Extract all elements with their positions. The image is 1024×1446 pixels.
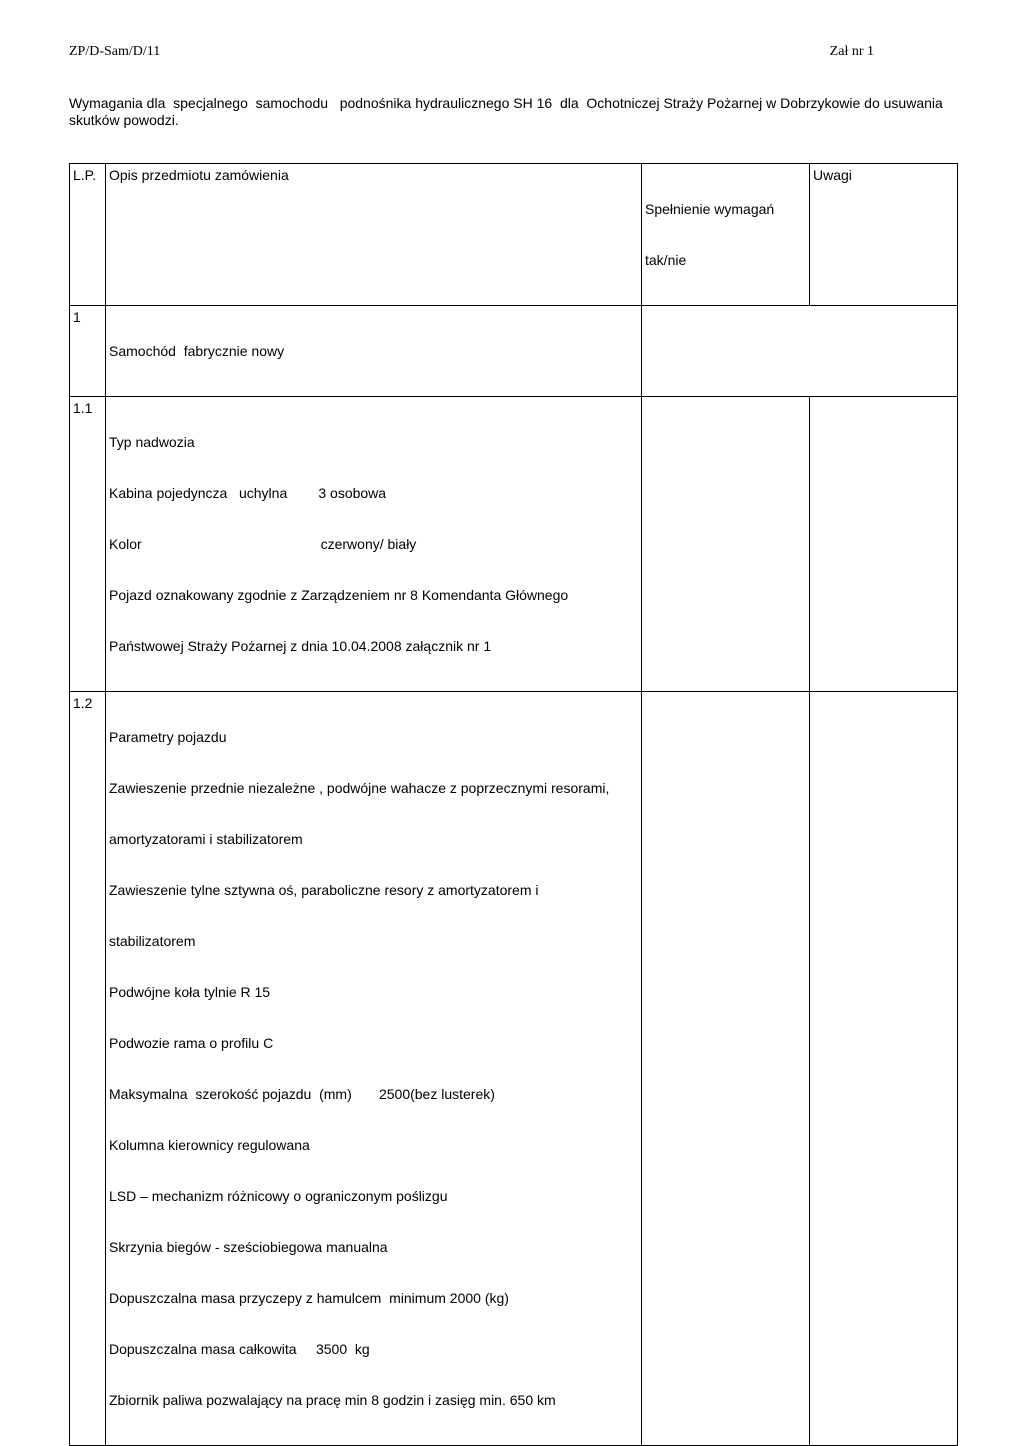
- table-row: [70, 306, 958, 397]
- row-description-line: Podwójne koła tylnie R 15: [109, 984, 271, 1000]
- header-compliance: [642, 164, 810, 306]
- attachment-number: Zał nr 1: [829, 44, 874, 59]
- row-description-line: Dopuszczalna masa całkowita 3500 kg: [109, 1341, 370, 1357]
- header-description: Opis przedmiotu zamówienia: [106, 164, 642, 306]
- document-reference: ZP/D-Sam/D/11: [69, 44, 161, 59]
- row-description-line: Zawieszenie tylne sztywna oś, paraboliczne resory z amortyzatorem i: [109, 882, 539, 898]
- row-description-line: Samochód fabrycznie nowy: [109, 343, 285, 359]
- row-description-line: Parametry pojazdu: [109, 729, 227, 745]
- row-description-line: Zawieszenie przednie niezależne , podwójne wahacze z poprzecznymi resorami,: [109, 780, 610, 796]
- row-lp: 1.1: [70, 397, 106, 692]
- row-description-line: Kabina pojedyncza uchylna 3 osobowa: [109, 485, 387, 501]
- row-description-line: Kolor czerwony/ biały: [109, 536, 417, 552]
- header-compliance-line2: tak/nie: [645, 252, 687, 268]
- intro-paragraph: Wymagania dla specjalnego samochodu podnośnika hydraulicznego SH 16 dla Ochotniczej Straży Pożarnej w Dobrzykowie do usuwania skutków powodzi.: [69, 95, 947, 128]
- row-description-line: amortyzatorami i stabilizatorem: [109, 831, 303, 847]
- row-lp: 1.2: [70, 692, 106, 1446]
- row-notes-cell: [810, 397, 958, 692]
- row-description-line: Zbiornik paliwa pozwalający na pracę min 8 godzin i zasięg min. 650 km: [109, 1392, 556, 1408]
- header-notes: Uwagi: [810, 164, 958, 306]
- row-description-line: stabilizatorem: [109, 933, 196, 949]
- table-header-row: [70, 164, 958, 306]
- row-description-line: Pojazd oznakowany zgodnie z Zarządzeniem nr 8 Komendanta Głównego: [109, 587, 569, 603]
- row-description-line: Typ nadwozia: [109, 434, 195, 450]
- row-description: [106, 397, 642, 692]
- row-description: [106, 692, 642, 1446]
- row-notes-cell: [810, 692, 958, 1446]
- table-row: [70, 692, 958, 1446]
- header-lp: L.P.: [70, 164, 106, 306]
- row-description-line: LSD – mechanizm różnicowy o ograniczonym poślizgu: [109, 1188, 448, 1204]
- row-compliance-cell: [642, 692, 810, 1446]
- row-compliance-merged-cell: [642, 306, 958, 397]
- row-compliance-cell: [642, 397, 810, 692]
- table-row: [70, 397, 958, 692]
- header-compliance-line1: Spełnienie wymagań: [645, 201, 775, 217]
- row-description-line: Skrzynia biegów - sześciobiegowa manualna: [109, 1239, 388, 1255]
- row-description-line: Maksymalna szerokość pojazdu (mm) 2500(bez lusterek): [109, 1086, 495, 1102]
- row-description: [106, 306, 642, 397]
- row-lp: 1: [70, 306, 106, 397]
- row-description-line: Dopuszczalna masa przyczepy z hamulcem minimum 2000 (kg): [109, 1290, 509, 1306]
- requirements-table: [69, 163, 958, 1446]
- row-description-line: Podwozie rama o profilu C: [109, 1035, 274, 1051]
- row-description-line: Państwowej Straży Pożarnej z dnia 10.04.2008 załącznik nr 1: [109, 638, 492, 654]
- row-description-line: Kolumna kierownicy regulowana: [109, 1137, 310, 1153]
